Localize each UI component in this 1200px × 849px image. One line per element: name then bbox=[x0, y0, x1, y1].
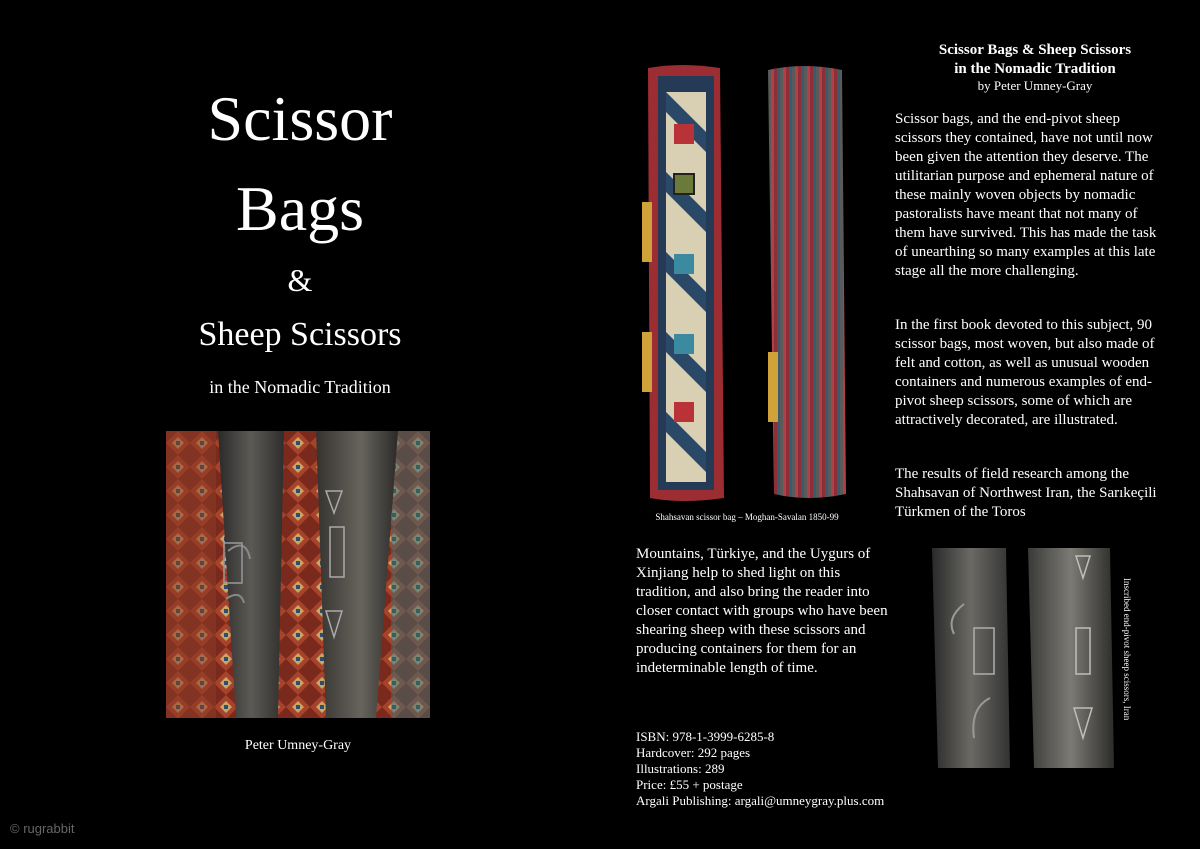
publisher-contact: Argali Publishing: argali@umneygray.plus.com bbox=[636, 793, 885, 808]
cover-title-line-3: Sheep Scissors bbox=[198, 316, 402, 353]
description-paragraph: Mountains, Türkiye, and the Uygurs of Xinjiang help to shed light on this tradition, and also bring the reader into closer contact with groups who have been shearing sheep with these scissors and producing containers for them for an indeterminable length of time. bbox=[636, 546, 888, 676]
illustration-count: Illustrations: 289 bbox=[636, 761, 725, 776]
isbn: ISBN: 978-1-3999-6285-8 bbox=[636, 729, 775, 744]
watermark: © rugrabbit bbox=[10, 821, 75, 836]
scissor-bag-photo bbox=[642, 62, 850, 504]
scissors-photo bbox=[930, 548, 1115, 768]
book-title-line-1: Scissor Bags & Sheep Scissors bbox=[938, 42, 1132, 58]
description-paragraph: The results of field research among the Shahsavan of Northwest Iran, the Sarıkeçili Türkmen of the Toros bbox=[895, 466, 1157, 520]
cover-ampersand: & bbox=[287, 262, 313, 298]
price: Price: £55 + postage bbox=[636, 777, 743, 792]
description-paragraph: Scissor bags, and the end-pivot sheep scissors they contained, have not until now been given the attention they deserve. The utilitarian purpose and ephemeral nature of these mainly woven objects by nomadic pastoralists have meant that not many of them have survived. This has made the task of unearthing so many examples at this late stage all the more challenging. bbox=[895, 111, 1157, 279]
bag-photo-caption: Shahsavan scissor bag – Moghan-Savalan 1850-99 bbox=[655, 512, 839, 522]
cover-author: Peter Umney-Gray bbox=[244, 738, 352, 753]
book-details bbox=[636, 729, 936, 809]
book-title bbox=[880, 41, 1190, 79]
cover-scissors-photo bbox=[166, 431, 430, 718]
page-count: Hardcover: 292 pages bbox=[636, 745, 751, 760]
scissors-photo-caption: Inscribed end-pivot sheep scissors, Iran bbox=[1122, 578, 1132, 721]
book-byline: by Peter Umney-Gray bbox=[977, 78, 1093, 93]
cover-title-line-2: Bags bbox=[236, 173, 364, 244]
cover-title-line-1: Scissor bbox=[207, 83, 393, 154]
cover-subtitle: in the Nomadic Tradition bbox=[209, 377, 391, 397]
description-paragraph: In the first book devoted to this subject, 90 scissor bags, most woven, but also made of felt and cotton, as well as unusual wooden containers and numerous examples of end-pivot sheep scissors, some of which are attractively decorated, are illustrated. bbox=[895, 317, 1155, 428]
book-title-line-2: in the Nomadic Tradition bbox=[954, 61, 1116, 77]
